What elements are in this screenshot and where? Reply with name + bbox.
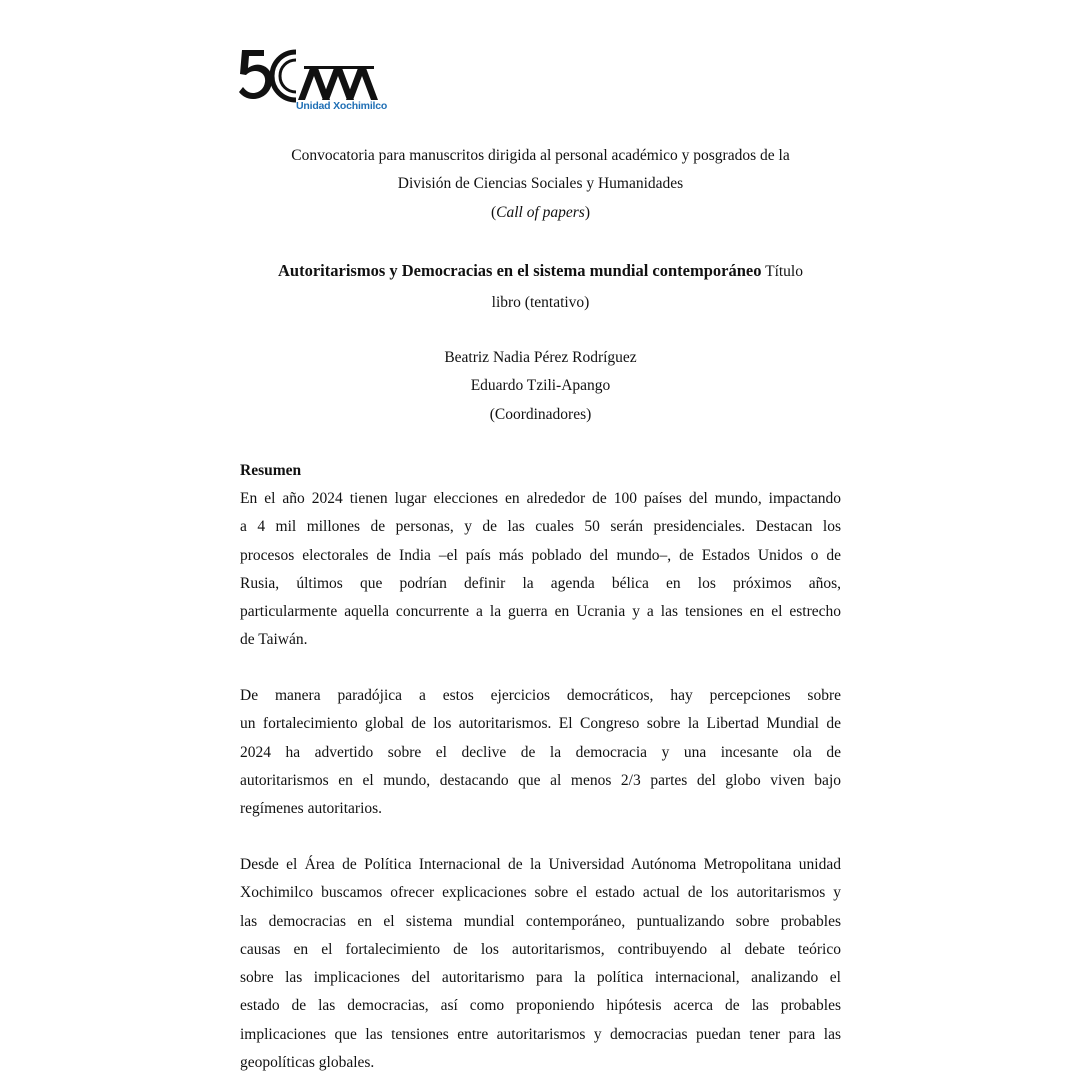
call-header [240, 142, 841, 227]
paragraph-line: De manera paradójica a estos ejercicios democráticos, hay percepciones sobre [240, 687, 841, 704]
paragraph-line: implicaciones que las tensiones entre autoritarismos y democracias puedan tener para las [240, 1025, 841, 1043]
book-title-block [240, 255, 841, 318]
summary-paragraph-3 [240, 851, 841, 1077]
summary-paragraph-2 [240, 682, 841, 823]
paragraph-line: un fortalecimiento global de los autoritarismos. El Congreso sobre la Libertad Mundial de [240, 715, 841, 733]
paragraph-line: particularmente aquella concurrente a la guerra en Ucrania y a las tensiones en el estrecho [240, 603, 841, 621]
call-close-paren: ) [584, 203, 591, 221]
paragraph-line: Xochimilco buscamos ofrecer explicaciones sobre el estado actual de los autoritarismos y [240, 884, 841, 902]
paragraph-line: Rusia, últimos que podrían definir la agenda bélica en los próximos años, [240, 574, 841, 592]
book-title-suffix: Título [761, 263, 803, 280]
coordinator-name: Eduardo Tzili-Apango [470, 377, 611, 395]
paragraph-line: causas en el fortalecimiento de los autoritarismos, contribuyendo al debate teórico [240, 940, 841, 958]
summary-heading: Resumen [240, 462, 302, 479]
call-open-paren: ( [490, 203, 497, 221]
book-title: Autoritarismos y Democracias en el sistema mundial contemporáneo [278, 261, 762, 280]
paragraph-line: regímenes autoritarios. [240, 800, 383, 818]
paragraph-line: geopolíticas globales. [240, 1054, 375, 1072]
book-title-line-2: libro (tentativo) [491, 294, 590, 311]
paragraph-line: a 4 mil millones de personas, y de las cuales 50 serán presidenciales. Destacan los [240, 518, 841, 536]
paragraph-line: En el año 2024 tienen lugar elecciones en alrededor de 100 países del mundo, impactando [240, 490, 841, 507]
paragraph-line: Desde el Área de Política Internacional de la Universidad Autónoma Metropolitana unidad [240, 856, 841, 873]
paragraph-line: 2024 ha advertido sobre el declive de la democracia y una incesante ola de [240, 743, 841, 761]
paragraph-line: procesos electorales de India –el país más poblado del mundo–, de Estados Unidos o de [240, 546, 841, 564]
logo-caption: Unidad Xochimilco [296, 100, 388, 112]
call-header-line-1: Convocatoria para manuscritos dirigida al personal académico y posgrados de la [291, 147, 790, 164]
call-of-papers [240, 199, 841, 227]
summary-paragraph-1 [240, 485, 841, 655]
paragraph-line: de Taiwán. [240, 631, 308, 649]
coordinators-block [240, 344, 841, 429]
call-of-papers-italic: Call of papers [496, 203, 585, 221]
coordinator-name: Beatriz Nadia Pérez Rodríguez [444, 349, 637, 366]
paragraph-line: estado de las democracias, así como proponiendo hipótesis acerca de las probables [240, 997, 841, 1015]
book-title-line-1 [240, 255, 841, 287]
call-header-line-2: División de Ciencias Sociales y Humanidades [397, 175, 684, 193]
uam-50-logo [238, 44, 388, 114]
paragraph-line: las democracias en el sistema mundial contemporáneo, puntualizando sobre probables [240, 912, 841, 930]
coordinators-role: (Coordinadores) [489, 405, 592, 423]
paragraph-line: autoritarismos en el mundo, destacando que al menos 2/3 partes del globo viven bajo [240, 771, 841, 789]
paragraph-line: sobre las implicaciones del autoritarismo para la política internacional, analizando el [240, 969, 841, 987]
